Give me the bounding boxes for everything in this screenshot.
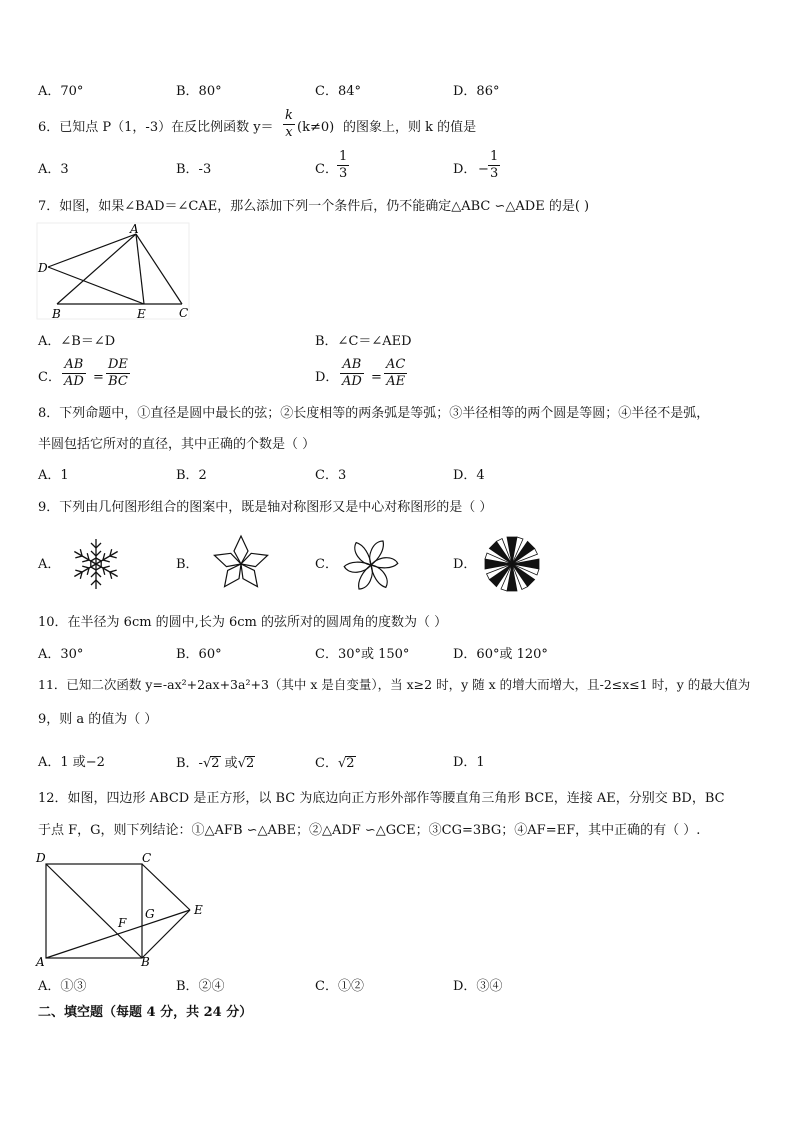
q10-option-a: A．30°	[38, 647, 84, 662]
q7-d-frac-1	[340, 358, 364, 388]
five-petal-icon	[211, 534, 271, 594]
q6-func-den: x	[285, 124, 293, 140]
q12-option-c: C．①②	[315, 979, 364, 994]
q11-option-a: A．1 或−2	[38, 755, 105, 770]
q11-option-b: B．-√2 或√2	[176, 756, 255, 771]
q9-option-d-label: D．	[453, 557, 477, 572]
q12-label-c: C	[142, 851, 152, 865]
q6-stem-b: 的图象上，则 k 的值是	[343, 120, 477, 135]
q12-label-f: F	[118, 916, 127, 930]
q12-label-a: A	[36, 955, 45, 968]
q12-label-e: E	[194, 903, 203, 917]
q7-d-n1: AB	[342, 357, 362, 372]
q10-option-c: C．30°或 150°	[315, 647, 410, 662]
q7-option-b: B．∠C＝∠AED	[315, 334, 412, 349]
q11-option-c: C．√2	[315, 756, 355, 771]
q7-option-d-label: D．	[315, 370, 339, 385]
q8-option-b: B．2	[176, 468, 207, 483]
q6-d-num: 1	[490, 149, 499, 164]
q12-label-g: G	[145, 907, 155, 921]
q7-label-b: B	[52, 307, 61, 321]
q6-d-den: 3	[490, 165, 499, 181]
q7-label-c: C	[179, 306, 189, 320]
q8-option-a: A．1	[38, 468, 69, 483]
q7-figure-triangles	[36, 222, 192, 322]
q12-option-b: B．②④	[176, 979, 225, 994]
q11-option-d: D．1	[453, 755, 485, 770]
q5-option-b: B．80°	[176, 84, 222, 99]
q11-c-radicand: 2	[346, 756, 355, 771]
q7-c-n2: DE	[108, 357, 128, 372]
q10-option-d: D．60°或 120°	[453, 647, 548, 662]
q6-func-num: k	[285, 108, 293, 123]
q8-option-c: C．3	[315, 468, 347, 483]
q6-option-d-fraction	[488, 150, 500, 180]
q11-b-or: 或	[224, 756, 238, 771]
q11-line-2: 9，则 a 的值为（ ）	[38, 712, 158, 727]
q8-option-d: D．4	[453, 468, 485, 483]
q12-option-a: A．①③	[38, 979, 87, 994]
q6-c-den: 3	[339, 165, 348, 181]
q7-option-a: A．∠B＝∠D	[38, 334, 116, 349]
q11-b-radicand-1: 2	[211, 756, 220, 771]
q5-option-a: A．70°	[38, 84, 84, 99]
section-2-title: 二、填空题（每题 4 分，共 24 分）	[38, 1005, 253, 1020]
q7-d-n2: AC	[386, 357, 406, 372]
q7-c-d2: BC	[108, 373, 128, 389]
q7-c-n1: AB	[64, 357, 84, 372]
pinwheel-icon	[343, 537, 399, 593]
q11-c-label: C．	[315, 756, 338, 771]
q6-option-a: A．3	[38, 162, 69, 177]
q7-option-c-label: C．	[38, 370, 61, 385]
q6-option-d-label: D．	[453, 162, 477, 177]
q11-line-1: 11．已知二次函数 y=-ax²+2ax+3a²+3（其中 x 是自变量），当 x≥2 时，y 随 x 的增大而增大，且-2≤x≤1 时，y 的最大值为	[38, 677, 751, 692]
q12-line-2: 于点 F，G，则下列结论：①△AFB ∽△ABE；②△ADF ∽△GCE；③CG=3BG；④AF=EF，其中正确的有（ ）.	[38, 823, 701, 838]
q7-c-eq: =	[93, 370, 104, 385]
q7-d-d1: AD	[342, 373, 362, 389]
q9-stem: 9．下列由几何图形组合的图案中，既是轴对称图形又是中心对称图形的是（ ）	[38, 500, 493, 515]
q6-option-b: B．-3	[176, 162, 212, 177]
q6-func-fraction	[283, 109, 295, 139]
q7-d-frac-2	[384, 358, 407, 388]
q12-label-d: D	[36, 851, 46, 865]
q9-option-c-label: C．	[315, 557, 338, 572]
q7-d-d2: AE	[386, 373, 406, 389]
q6-option-c-label: C．	[315, 162, 338, 177]
q10-option-b: B．60°	[176, 647, 222, 662]
q9-option-a-label: A．	[38, 557, 61, 572]
q7-label-e: E	[137, 307, 146, 321]
q6-option-c-fraction	[337, 150, 349, 180]
q10-stem: 10．在半径为 6cm 的圆中,长为 6cm 的弦所对的圆周角的度数为（ ）	[38, 615, 448, 630]
q11-b-label: B．-	[176, 756, 203, 771]
q9-option-b-label: B．	[176, 557, 199, 572]
q7-label-a: A	[130, 222, 139, 236]
q7-label-d: D	[38, 261, 48, 275]
q5-option-d: D．86°	[453, 84, 500, 99]
star-pinwheel-icon	[483, 535, 541, 593]
snowflake-icon	[68, 536, 124, 592]
q6-stem-a: 6．已知点 P（1，-3）在反比例函数 y＝	[38, 120, 274, 135]
q7-d-eq: =	[371, 370, 382, 385]
q11-b-radicand-2: 2	[245, 756, 255, 771]
q7-stem: 7．如图，如果∠BAD＝∠CAE，那么添加下列一个条件后，仍不能确定△ABC ∽△ADE 的是( )	[38, 199, 590, 214]
q7-c-frac-1	[62, 358, 86, 388]
q12-label-b: B	[141, 955, 150, 968]
q12-option-d: D．③④	[453, 979, 503, 994]
q12-figure-square	[34, 848, 214, 968]
q6-d-sign: −	[478, 162, 489, 177]
q12-line-1: 12．如图，四边形 ABCD 是正方形，以 BC 为底边向正方形外部作等腰直角三角形 BCE，连接 AE，分别交 BD，BC	[38, 791, 725, 806]
q8-line-2: 半圆包括它所对的直径，其中正确的个数是（ ）	[38, 437, 316, 452]
q6-condition: (k≠0)	[297, 120, 335, 135]
q7-c-frac-2	[106, 358, 130, 388]
q6-c-num: 1	[339, 149, 348, 164]
q8-line-1: 8．下列命题中，①直径是圆中最长的弦；②长度相等的两条弧是等弧；③半径相等的两个圆是等圆；④半径不是弧，	[38, 406, 710, 421]
q7-c-d1: AD	[64, 373, 84, 389]
q5-option-c: C．84°	[315, 84, 361, 99]
